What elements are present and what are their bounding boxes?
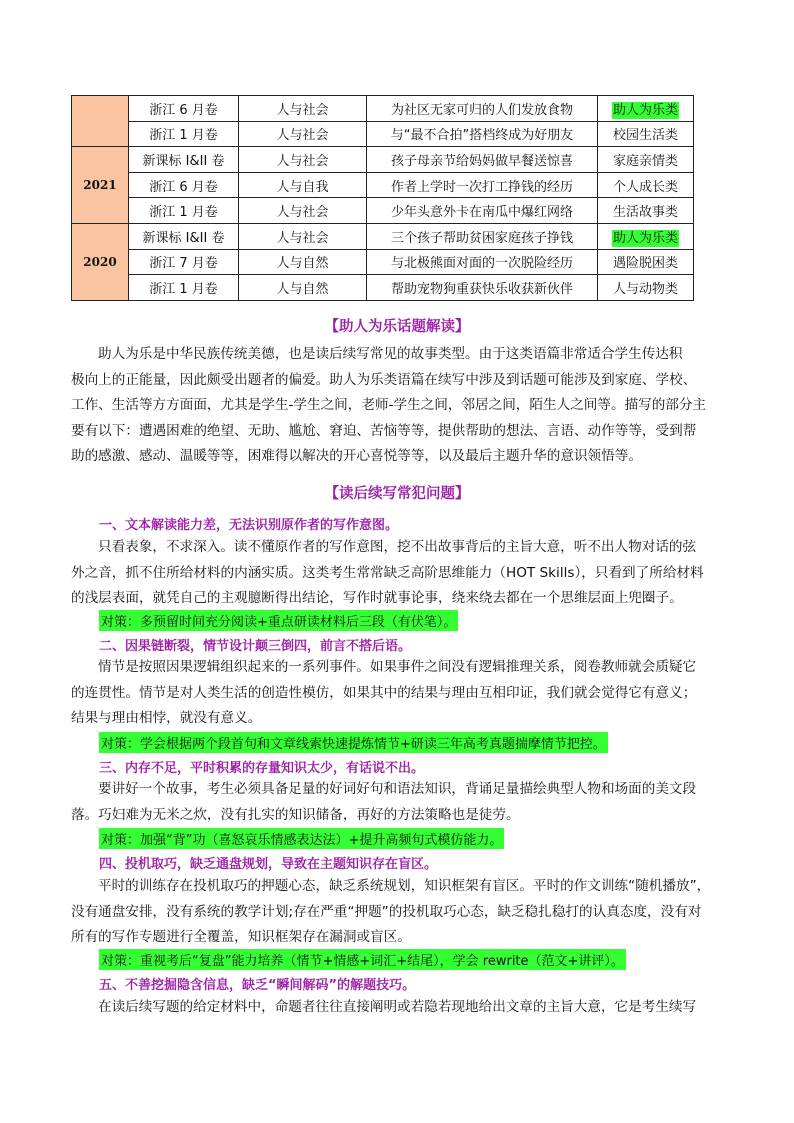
topic-cell: 三个孩子帮助贫困家庭孩子挣钱 <box>367 223 598 249</box>
highlighted-category: 助人为乐类 <box>612 102 678 118</box>
paragraph-line: 结果与理由相悖，就没有意义。 <box>71 710 262 726</box>
paragraph-line: 平时的训练存在投机取巧的押题心态，缺乏系统规划，知识框架有盲区。平时的作文训练“随机播放”， <box>98 878 711 894</box>
paragraph-line: 没有通盘安排，没有系统的教学计划;存在严重“押题”的投机取巧心态，缺乏稳扎稳打的认真态度，没有对 <box>71 903 702 920</box>
volume-cell: 浙江 1 月卷 <box>129 121 239 147</box>
year-cell <box>72 96 129 147</box>
theme-cell: 人与自我 <box>239 172 367 198</box>
volume-cell: 新课标 I&II 卷 <box>129 147 239 173</box>
theme-cell: 人与自然 <box>239 275 367 301</box>
table-row <box>72 121 694 147</box>
problem-1-title: 一、文本解读能力差，无法识别原作者的写作意图。 <box>99 518 399 533</box>
paragraph-line: 助人为乐是中华民族传统美德，也是读后续写常见的故事类型。由于这类语篇非常适合学生传达积 <box>98 346 683 362</box>
topic-cell: 为社区无家可归的人们发放食物 <box>367 96 598 122</box>
problem-4-countermeasure: 对策：重视考后“复盘”能力培养（情节+情感+词汇+结尾），学会 rewrite（范文+讲评）。 <box>99 949 626 970</box>
paragraph-line: 要讲好一个故事，考生必须具备足量的好词好句和语法知识，背诵足量描绘典型人物和场面的美文段 <box>98 781 697 797</box>
category-cell: 人与动物类 <box>598 275 694 301</box>
problem-3-countermeasure: 对策：加强“背”功（喜怒哀乐情感表达法）+提升高频句式模仿能力。 <box>99 828 504 849</box>
theme-cell: 人与社会 <box>239 96 367 122</box>
topic-cell: 与北极熊面对面的一次脱险经历 <box>367 249 598 275</box>
topic-cell: 与“最不合拍”搭档终成为好朋友 <box>367 121 598 147</box>
section-title-common-problems: 【读后续写常犯问题】 <box>324 486 470 502</box>
volume-cell: 新课标 I&II 卷 <box>129 223 239 249</box>
paragraph-line: 要有以下：遭遇困难的绝望、无助、尴尬、窘迫、苦恼等等，提供帮助的想法、言语、动作等等，受到帮 <box>71 422 697 439</box>
category-cell: 生活故事类 <box>598 198 694 224</box>
problem-2-text <box>71 655 695 732</box>
volume-cell: 浙江 7 月卷 <box>129 249 239 275</box>
category-cell: 校园生活类 <box>598 121 694 147</box>
category-cell: 个人成长类 <box>598 172 694 198</box>
exam-table <box>71 95 694 301</box>
volume-cell: 浙江 1 月卷 <box>129 198 239 224</box>
paragraph-line: 极向上的正能量，因此颇受出题者的偏爱。助人为乐类语篇在续写中涉及到话题可能涉及到家庭、学校、 <box>71 371 697 388</box>
paragraph-line: 在读后续写题的给定材料中，命题者往往直接阐明或若隐若现地给出文章的主旨大意，它是考生续写 <box>98 999 697 1015</box>
topic-cell: 孩子母亲节给妈妈做早餐送惊喜 <box>367 147 598 173</box>
theme-cell: 人与社会 <box>239 121 367 147</box>
category-cell <box>598 223 694 249</box>
category-cell <box>598 96 694 122</box>
table-row <box>72 147 694 173</box>
problem-1-countermeasure: 对策：多预留时间充分阅读+重点研读材料后三段（有伏笔）。 <box>99 610 458 631</box>
year-cell: 2020 <box>72 223 129 300</box>
table-row <box>72 249 694 275</box>
paragraph-line: 助的感激、感动、温暖等等，困难得以解决的开心喜悦等等，以及最后主题升华的意识领悟等。 <box>71 448 642 464</box>
paragraph-line: 工作、生活等方方面面，尤其是学生-学生之间，老师-学生之间，邻居之间，陌生人之间等。描写的部分主 <box>71 397 707 413</box>
year-cell: 2021 <box>72 147 129 224</box>
paragraph-line: 所有的写作专题进行全覆盖，知识框架存在漏洞或盲区。 <box>71 929 411 945</box>
problem-4-text <box>71 874 711 951</box>
paragraph-line: 外之音，抓不住所给材料的内涵实质。这类考生常常缺乏高阶思维能力（HOT Skills），只看到了所给材料 <box>71 564 704 581</box>
category-cell: 家庭亲情类 <box>598 147 694 173</box>
topic-cell: 少年头意外卡在南瓜中爆红网络 <box>367 198 598 224</box>
paragraph-line: 落。巧妇难为无米之炊，没有扎实的知识储备，再好的方法策略也是徒劳。 <box>71 806 520 823</box>
volume-cell: 浙江 6 月卷 <box>129 96 239 122</box>
problem-3-text <box>71 777 695 828</box>
problem-1-text <box>71 535 704 612</box>
table-row <box>72 223 694 249</box>
theme-cell: 人与社会 <box>239 147 367 173</box>
paragraph-line: 的浅层表面，就凭自己的主观臆断得出结论，写作时就事论事，绕来绕去都在一个思维层面上兜圈子。 <box>71 590 683 606</box>
problem-3-title: 三、内存不足，平时积累的存量知识太少，有话说不出。 <box>99 761 425 776</box>
paragraph-line: 的连贯性。情节是对人类生活的创造性模仿，如果其中的结果与理由互相印证，我们就会觉得它有意义； <box>71 684 697 701</box>
paragraph-line: 只看表象，不求深入。读不懂原作者的写作意图，挖不出故事背后的主旨大意，听不出人物对话的弦 <box>98 539 697 555</box>
table-row <box>72 275 694 301</box>
theme-cell: 人与社会 <box>239 223 367 249</box>
volume-cell: 浙江 1 月卷 <box>129 275 239 301</box>
table-row <box>72 96 694 122</box>
table-row <box>72 198 694 224</box>
volume-cell: 浙江 6 月卷 <box>129 172 239 198</box>
topic-cell: 帮助宠物狗重获快乐收获新伙伴 <box>367 275 598 301</box>
problem-5-title: 五、不善挖掘隐含信息，缺乏“瞬间解码”的解题技巧。 <box>99 978 416 993</box>
problem-5-text <box>71 995 695 1021</box>
theme-cell: 人与社会 <box>239 198 367 224</box>
highlighted-category: 助人为乐类 <box>612 230 678 246</box>
theme-cell: 人与自然 <box>239 249 367 275</box>
section-title-help-topic: 【助人为乐话题解读】 <box>324 319 470 335</box>
problem-2-title: 二、因果链断裂，情节设计颠三倒四，前言不搭后语。 <box>99 639 412 654</box>
table-row <box>72 172 694 198</box>
category-cell: 遇险脱困类 <box>598 249 694 275</box>
topic-cell: 作者上学时一次打工挣钱的经历 <box>367 172 598 198</box>
problem-4-title: 四、投机取巧，缺乏通盘规划，导致在主题知识存在盲区。 <box>99 857 438 872</box>
paragraph-line: 情节是按照因果逻辑组织起来的一系列事件。如果事件之间没有逻辑推理关系，阅卷教师就会质疑它 <box>98 659 697 675</box>
help-topic-paragraph <box>71 342 707 470</box>
problem-2-countermeasure: 对策：学会根据两个段首句和文章线索快速提炼情节+研读三年高考真题揣摩情节把控。 <box>99 732 608 753</box>
